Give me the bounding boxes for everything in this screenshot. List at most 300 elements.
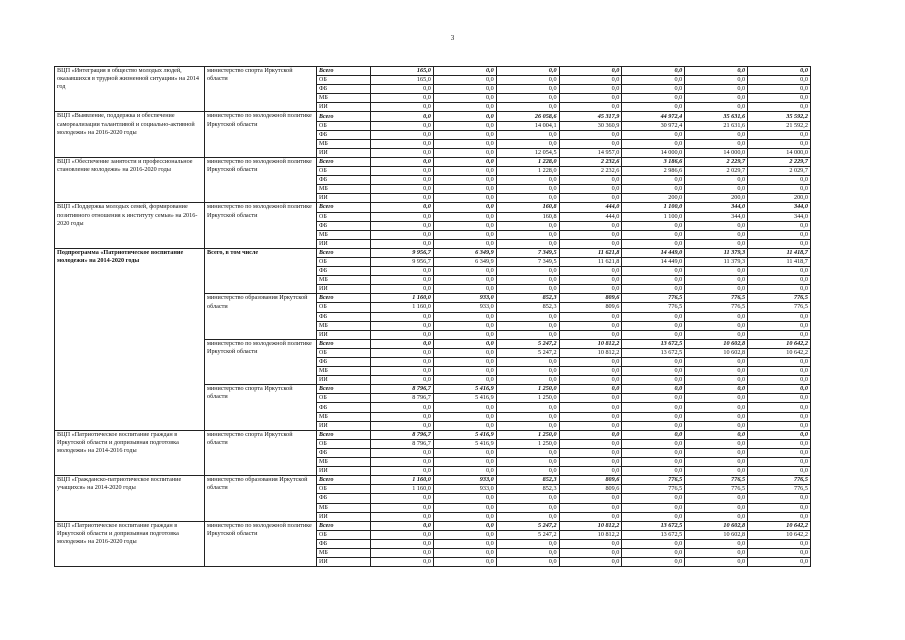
table-row — [55, 521, 811, 530]
budget-table — [54, 66, 811, 567]
funding-source-cell: МБ — [317, 458, 371, 467]
amount-cell: 344,0 — [685, 212, 748, 221]
funding-source-cell: МБ — [317, 276, 371, 285]
amount-cell: 0,0 — [433, 103, 496, 112]
amount-cell: 0,0 — [496, 130, 559, 139]
executor-name-cell: министерство образования Иркутской области — [205, 476, 317, 521]
amount-cell: 0,0 — [685, 230, 748, 239]
amount-cell: 0,0 — [748, 376, 811, 385]
amount-cell: 7 349,5 — [496, 257, 559, 266]
program-name-cell: ВЦП «Поддержка молодых семей, формирование позитивного отношения к институту семьи» на 2016-2020 годы — [55, 203, 205, 248]
amount-cell: 0,0 — [433, 112, 496, 121]
amount-cell: 35 631,6 — [685, 112, 748, 121]
amount-cell: 0,0 — [559, 103, 622, 112]
amount-cell: 5 247,2 — [496, 530, 559, 539]
amount-cell: 1 250,0 — [496, 385, 559, 394]
budget-table-body — [55, 67, 811, 567]
amount-cell: 11 418,7 — [748, 257, 811, 266]
amount-cell: 10 642,2 — [748, 521, 811, 530]
amount-cell: 344,0 — [748, 203, 811, 212]
amount-cell: 0,0 — [622, 548, 685, 557]
amount-cell: 0,0 — [433, 157, 496, 166]
amount-cell: 0,0 — [622, 539, 685, 548]
amount-cell: 8 796,7 — [371, 430, 434, 439]
amount-cell: 8 796,7 — [371, 439, 434, 448]
amount-cell: 0,0 — [496, 285, 559, 294]
amount-cell: 6 349,9 — [433, 257, 496, 266]
amount-cell: 0,0 — [685, 367, 748, 376]
amount-cell: 0,0 — [748, 503, 811, 512]
amount-cell: 5 416,9 — [433, 439, 496, 448]
table-row — [55, 430, 811, 439]
amount-cell: 0,0 — [559, 403, 622, 412]
amount-cell: 0,0 — [371, 458, 434, 467]
amount-cell: 0,0 — [433, 139, 496, 148]
amount-cell: 0,0 — [748, 558, 811, 567]
amount-cell: 0,0 — [371, 512, 434, 521]
amount-cell: 0,0 — [622, 412, 685, 421]
amount-cell: 0,0 — [496, 221, 559, 230]
funding-source-cell: Всего — [317, 385, 371, 394]
amount-cell: 9 956,7 — [371, 248, 434, 257]
amount-cell: 776,5 — [748, 476, 811, 485]
amount-cell: 776,5 — [622, 476, 685, 485]
amount-cell: 0,0 — [496, 358, 559, 367]
amount-cell: 0,0 — [559, 358, 622, 367]
amount-cell: 0,0 — [559, 67, 622, 76]
page-number: 3 — [450, 34, 455, 42]
funding-source-cell: Всего — [317, 203, 371, 212]
amount-cell: 1 250,0 — [496, 439, 559, 448]
amount-cell: 0,0 — [371, 139, 434, 148]
amount-cell: 0,0 — [685, 321, 748, 330]
amount-cell: 35 592,2 — [748, 112, 811, 121]
amount-cell: 0,0 — [559, 503, 622, 512]
funding-source-cell: ИИ — [317, 376, 371, 385]
amount-cell: 0,0 — [685, 185, 748, 194]
funding-source-cell: ФБ — [317, 403, 371, 412]
funding-source-cell: ФБ — [317, 221, 371, 230]
amount-cell: 0,0 — [622, 403, 685, 412]
amount-cell: 776,5 — [622, 303, 685, 312]
amount-cell: 0,0 — [748, 385, 811, 394]
funding-source-cell: ФБ — [317, 448, 371, 457]
amount-cell: 0,0 — [371, 312, 434, 321]
amount-cell: 0,0 — [622, 267, 685, 276]
amount-cell: 0,0 — [371, 212, 434, 221]
amount-cell: 0,0 — [433, 76, 496, 85]
amount-cell: 0,0 — [685, 67, 748, 76]
amount-cell: 0,0 — [559, 367, 622, 376]
amount-cell: 0,0 — [685, 512, 748, 521]
amount-cell: 0,0 — [559, 467, 622, 476]
amount-cell: 30 972,4 — [622, 121, 685, 130]
amount-cell: 11 379,3 — [685, 257, 748, 266]
amount-cell: 0,0 — [496, 194, 559, 203]
funding-source-cell: ИИ — [317, 421, 371, 430]
amount-cell: 10 812,2 — [559, 521, 622, 530]
amount-cell: 0,0 — [496, 548, 559, 557]
amount-cell: 0,0 — [559, 285, 622, 294]
amount-cell: 200,0 — [685, 194, 748, 203]
amount-cell: 0,0 — [371, 530, 434, 539]
amount-cell: 0,0 — [496, 85, 559, 94]
funding-source-cell: МБ — [317, 412, 371, 421]
amount-cell: 776,5 — [622, 294, 685, 303]
amount-cell: 0,0 — [685, 558, 748, 567]
funding-source-cell: МБ — [317, 139, 371, 148]
amount-cell: 0,0 — [622, 94, 685, 103]
amount-cell: 0,0 — [371, 130, 434, 139]
amount-cell: 444,0 — [559, 203, 622, 212]
amount-cell: 0,0 — [685, 267, 748, 276]
amount-cell: 0,0 — [622, 439, 685, 448]
amount-cell: 0,0 — [685, 430, 748, 439]
amount-cell: 0,0 — [496, 558, 559, 567]
amount-cell: 0,0 — [685, 76, 748, 85]
amount-cell: 7 349,5 — [496, 248, 559, 257]
amount-cell: 11 621,8 — [559, 248, 622, 257]
amount-cell: 21 631,6 — [685, 121, 748, 130]
amount-cell: 10 812,2 — [559, 530, 622, 539]
amount-cell: 0,0 — [496, 176, 559, 185]
amount-cell: 0,0 — [433, 167, 496, 176]
amount-cell: 0,0 — [371, 194, 434, 203]
amount-cell: 0,0 — [622, 67, 685, 76]
amount-cell: 0,0 — [371, 367, 434, 376]
amount-cell: 2 229,7 — [748, 157, 811, 166]
funding-source-cell: ОБ — [317, 303, 371, 312]
amount-cell: 776,5 — [685, 485, 748, 494]
amount-cell: 0,0 — [433, 121, 496, 130]
amount-cell: 0,0 — [622, 421, 685, 430]
amount-cell: 0,0 — [622, 221, 685, 230]
amount-cell: 0,0 — [496, 330, 559, 339]
amount-cell: 0,0 — [433, 194, 496, 203]
amount-cell: 14 449,0 — [622, 248, 685, 257]
amount-cell: 5 247,2 — [496, 348, 559, 357]
amount-cell: 344,0 — [685, 203, 748, 212]
amount-cell: 0,0 — [559, 139, 622, 148]
amount-cell: 0,0 — [685, 467, 748, 476]
amount-cell: 0,0 — [685, 539, 748, 548]
amount-cell: 0,0 — [748, 448, 811, 457]
amount-cell: 1 228,0 — [496, 157, 559, 166]
funding-source-cell: ИИ — [317, 558, 371, 567]
amount-cell: 0,0 — [685, 421, 748, 430]
amount-cell: 2 029,7 — [748, 167, 811, 176]
amount-cell: 44 972,4 — [622, 112, 685, 121]
amount-cell: 0,0 — [622, 103, 685, 112]
amount-cell: 0,0 — [685, 221, 748, 230]
amount-cell: 6 349,9 — [433, 248, 496, 257]
amount-cell: 0,0 — [433, 548, 496, 557]
amount-cell: 0,0 — [371, 503, 434, 512]
amount-cell: 14 000,0 — [622, 148, 685, 157]
amount-cell: 0,0 — [496, 321, 559, 330]
amount-cell: 12 054,5 — [496, 148, 559, 157]
amount-cell: 0,0 — [433, 176, 496, 185]
amount-cell: 10 642,2 — [748, 339, 811, 348]
amount-cell: 14 000,0 — [685, 148, 748, 157]
amount-cell: 0,0 — [371, 358, 434, 367]
program-name-cell: ВЦП «Патриотическое воспитание граждан в Иркутской области и допризывная подготовка молодежи» на 2014-2016 годы — [55, 430, 205, 475]
funding-source-cell: ОБ — [317, 348, 371, 357]
amount-cell: 0,0 — [622, 330, 685, 339]
amount-cell: 0,0 — [622, 358, 685, 367]
amount-cell: 0,0 — [371, 467, 434, 476]
funding-source-cell: МБ — [317, 230, 371, 239]
amount-cell: 0,0 — [748, 439, 811, 448]
amount-cell: 0,0 — [433, 330, 496, 339]
amount-cell: 0,0 — [622, 76, 685, 85]
funding-source-cell: Всего — [317, 339, 371, 348]
amount-cell: 0,0 — [371, 521, 434, 530]
program-name-cell: ВЦП «Обеспечение занятости и профессиональное становление молодежи» на 2016-2020 годы — [55, 157, 205, 202]
executor-name-cell: министерство по молодежной политике Иркутской области — [205, 339, 317, 384]
amount-cell: 0,0 — [371, 239, 434, 248]
amount-cell: 0,0 — [748, 358, 811, 367]
amount-cell: 0,0 — [622, 176, 685, 185]
amount-cell: 933,0 — [433, 476, 496, 485]
amount-cell: 11 418,7 — [748, 248, 811, 257]
amount-cell: 0,0 — [685, 403, 748, 412]
amount-cell: 852,3 — [496, 485, 559, 494]
amount-cell: 0,0 — [748, 239, 811, 248]
amount-cell: 852,3 — [496, 476, 559, 485]
amount-cell: 0,0 — [559, 394, 622, 403]
amount-cell: 0,0 — [748, 494, 811, 503]
amount-cell: 0,0 — [685, 103, 748, 112]
amount-cell: 13 672,5 — [622, 521, 685, 530]
funding-source-cell: ИИ — [317, 285, 371, 294]
amount-cell: 0,0 — [559, 76, 622, 85]
funding-source-cell: ФБ — [317, 539, 371, 548]
table-row — [55, 112, 811, 121]
amount-cell: 0,0 — [559, 239, 622, 248]
amount-cell: 0,0 — [748, 267, 811, 276]
funding-source-cell: Всего — [317, 67, 371, 76]
amount-cell: 776,5 — [685, 303, 748, 312]
amount-cell: 0,0 — [371, 412, 434, 421]
funding-source-cell: ИИ — [317, 330, 371, 339]
amount-cell: 0,0 — [433, 185, 496, 194]
executor-name-cell: министерство спорта Иркутской области — [205, 430, 317, 475]
amount-cell: 0,0 — [559, 539, 622, 548]
amount-cell: 1 100,0 — [622, 203, 685, 212]
amount-cell: 0,0 — [559, 512, 622, 521]
funding-source-cell: Всего — [317, 430, 371, 439]
funding-source-cell: ИИ — [317, 148, 371, 157]
amount-cell: 0,0 — [559, 85, 622, 94]
funding-source-cell: Всего — [317, 157, 371, 166]
amount-cell: 0,0 — [559, 439, 622, 448]
program-name-cell: ВЦП «Интеграция в общество молодых людей, оказавшихся в трудной жизненной ситуации» на 2014 год — [55, 67, 205, 112]
executor-name-cell: Всего, в том числе — [205, 248, 317, 293]
funding-source-cell: Всего — [317, 248, 371, 257]
amount-cell: 0,0 — [371, 348, 434, 357]
amount-cell: 5 247,2 — [496, 521, 559, 530]
amount-cell: 0,0 — [433, 239, 496, 248]
amount-cell: 0,0 — [433, 276, 496, 285]
amount-cell: 0,0 — [496, 367, 559, 376]
amount-cell: 809,6 — [559, 485, 622, 494]
amount-cell: 776,5 — [748, 485, 811, 494]
amount-cell: 1 100,0 — [622, 212, 685, 221]
amount-cell: 0,0 — [496, 539, 559, 548]
amount-cell: 0,0 — [433, 312, 496, 321]
funding-source-cell: ФБ — [317, 85, 371, 94]
program-name-cell: ВЦП «Гражданско-патриотическое воспитание учащихся» на 2014-2020 годы — [55, 476, 205, 521]
amount-cell: 0,0 — [371, 539, 434, 548]
amount-cell: 0,0 — [748, 221, 811, 230]
amount-cell: 14 449,0 — [622, 257, 685, 266]
amount-cell: 0,0 — [685, 358, 748, 367]
amount-cell: 776,5 — [748, 294, 811, 303]
amount-cell: 2 232,6 — [559, 167, 622, 176]
amount-cell: 852,3 — [496, 303, 559, 312]
amount-cell: 0,0 — [748, 412, 811, 421]
amount-cell: 0,0 — [371, 376, 434, 385]
amount-cell: 0,0 — [433, 203, 496, 212]
funding-source-cell: МБ — [317, 503, 371, 512]
amount-cell: 0,0 — [748, 458, 811, 467]
amount-cell: 0,0 — [433, 412, 496, 421]
amount-cell: 13 672,5 — [622, 530, 685, 539]
amount-cell: 0,0 — [622, 394, 685, 403]
amount-cell: 0,0 — [496, 421, 559, 430]
amount-cell: 0,0 — [748, 67, 811, 76]
funding-source-cell: ИИ — [317, 512, 371, 521]
amount-cell: 2 232,6 — [559, 157, 622, 166]
amount-cell: 0,0 — [433, 348, 496, 357]
amount-cell: 0,0 — [622, 321, 685, 330]
amount-cell: 0,0 — [559, 194, 622, 203]
amount-cell: 0,0 — [496, 458, 559, 467]
executor-name-cell: министерство по молодежной политике Иркутской области — [205, 157, 317, 202]
amount-cell: 0,0 — [371, 276, 434, 285]
amount-cell: 0,0 — [559, 321, 622, 330]
amount-cell: 0,0 — [371, 103, 434, 112]
amount-cell: 0,0 — [748, 230, 811, 239]
amount-cell: 0,0 — [371, 421, 434, 430]
table-row — [55, 203, 811, 212]
amount-cell: 10 642,2 — [748, 530, 811, 539]
amount-cell: 0,0 — [496, 76, 559, 85]
amount-cell: 0,0 — [496, 276, 559, 285]
amount-cell: 0,0 — [685, 412, 748, 421]
amount-cell: 0,0 — [559, 94, 622, 103]
executor-name-cell: министерство образования Иркутской области — [205, 294, 317, 339]
amount-cell: 0,0 — [371, 176, 434, 185]
funding-source-cell: ФБ — [317, 176, 371, 185]
amount-cell: 0,0 — [622, 512, 685, 521]
amount-cell: 0,0 — [433, 367, 496, 376]
amount-cell: 776,5 — [748, 303, 811, 312]
amount-cell: 0,0 — [685, 176, 748, 185]
funding-source-cell: ОБ — [317, 121, 371, 130]
amount-cell: 0,0 — [622, 503, 685, 512]
amount-cell: 11 379,3 — [685, 248, 748, 257]
amount-cell: 0,0 — [748, 539, 811, 548]
amount-cell: 0,0 — [685, 394, 748, 403]
amount-cell: 0,0 — [496, 239, 559, 248]
amount-cell: 0,0 — [496, 67, 559, 76]
amount-cell: 0,0 — [622, 467, 685, 476]
amount-cell: 0,0 — [685, 385, 748, 394]
amount-cell: 0,0 — [748, 130, 811, 139]
funding-source-cell: ИИ — [317, 194, 371, 203]
amount-cell: 165,0 — [371, 67, 434, 76]
amount-cell: 0,0 — [433, 448, 496, 457]
amount-cell: 0,0 — [371, 112, 434, 121]
amount-cell: 0,0 — [748, 176, 811, 185]
amount-cell: 776,5 — [622, 485, 685, 494]
amount-cell: 0,0 — [559, 267, 622, 276]
funding-source-cell: ОБ — [317, 257, 371, 266]
amount-cell: 0,0 — [496, 448, 559, 457]
amount-cell: 0,0 — [433, 85, 496, 94]
amount-cell: 1 160,0 — [371, 303, 434, 312]
amount-cell: 0,0 — [685, 285, 748, 294]
funding-source-cell: Всего — [317, 521, 371, 530]
funding-source-cell: МБ — [317, 94, 371, 103]
amount-cell: 0,0 — [371, 285, 434, 294]
amount-cell: 10 602,8 — [685, 521, 748, 530]
amount-cell: 809,6 — [559, 476, 622, 485]
funding-source-cell: МБ — [317, 367, 371, 376]
amount-cell: 0,0 — [685, 85, 748, 94]
amount-cell: 0,0 — [748, 403, 811, 412]
table-row — [55, 476, 811, 485]
amount-cell: 1 160,0 — [371, 485, 434, 494]
amount-cell: 0,0 — [622, 367, 685, 376]
amount-cell: 933,0 — [433, 294, 496, 303]
amount-cell: 0,0 — [559, 376, 622, 385]
amount-cell: 0,0 — [371, 148, 434, 157]
funding-source-cell: ФБ — [317, 312, 371, 321]
amount-cell: 0,0 — [371, 548, 434, 557]
amount-cell: 0,0 — [433, 521, 496, 530]
amount-cell: 0,0 — [622, 185, 685, 194]
table-row — [55, 67, 811, 76]
amount-cell: 0,0 — [371, 321, 434, 330]
amount-cell: 0,0 — [622, 285, 685, 294]
amount-cell: 0,0 — [622, 430, 685, 439]
amount-cell: 200,0 — [622, 194, 685, 203]
amount-cell: 5 416,9 — [433, 385, 496, 394]
amount-cell: 0,0 — [685, 239, 748, 248]
amount-cell: 0,0 — [685, 548, 748, 557]
amount-cell: 0,0 — [685, 130, 748, 139]
program-name-cell: ВЦП «Патриотическое воспитание граждан в Иркутской области и допризывная подготовка молодежи» на 2016-2020 годы — [55, 521, 205, 566]
amount-cell: 0,0 — [496, 94, 559, 103]
amount-cell: 3 186,6 — [622, 157, 685, 166]
amount-cell: 0,0 — [685, 376, 748, 385]
amount-cell: 0,0 — [748, 139, 811, 148]
amount-cell: 0,0 — [371, 185, 434, 194]
amount-cell: 0,0 — [748, 321, 811, 330]
funding-source-cell: ИИ — [317, 239, 371, 248]
table-row — [55, 157, 811, 166]
amount-cell: 2 029,7 — [685, 167, 748, 176]
amount-cell: 0,0 — [559, 185, 622, 194]
amount-cell: 10 602,8 — [685, 348, 748, 357]
amount-cell: 0,0 — [433, 230, 496, 239]
amount-cell: 0,0 — [685, 94, 748, 103]
amount-cell: 0,0 — [433, 358, 496, 367]
funding-source-cell: ФБ — [317, 130, 371, 139]
